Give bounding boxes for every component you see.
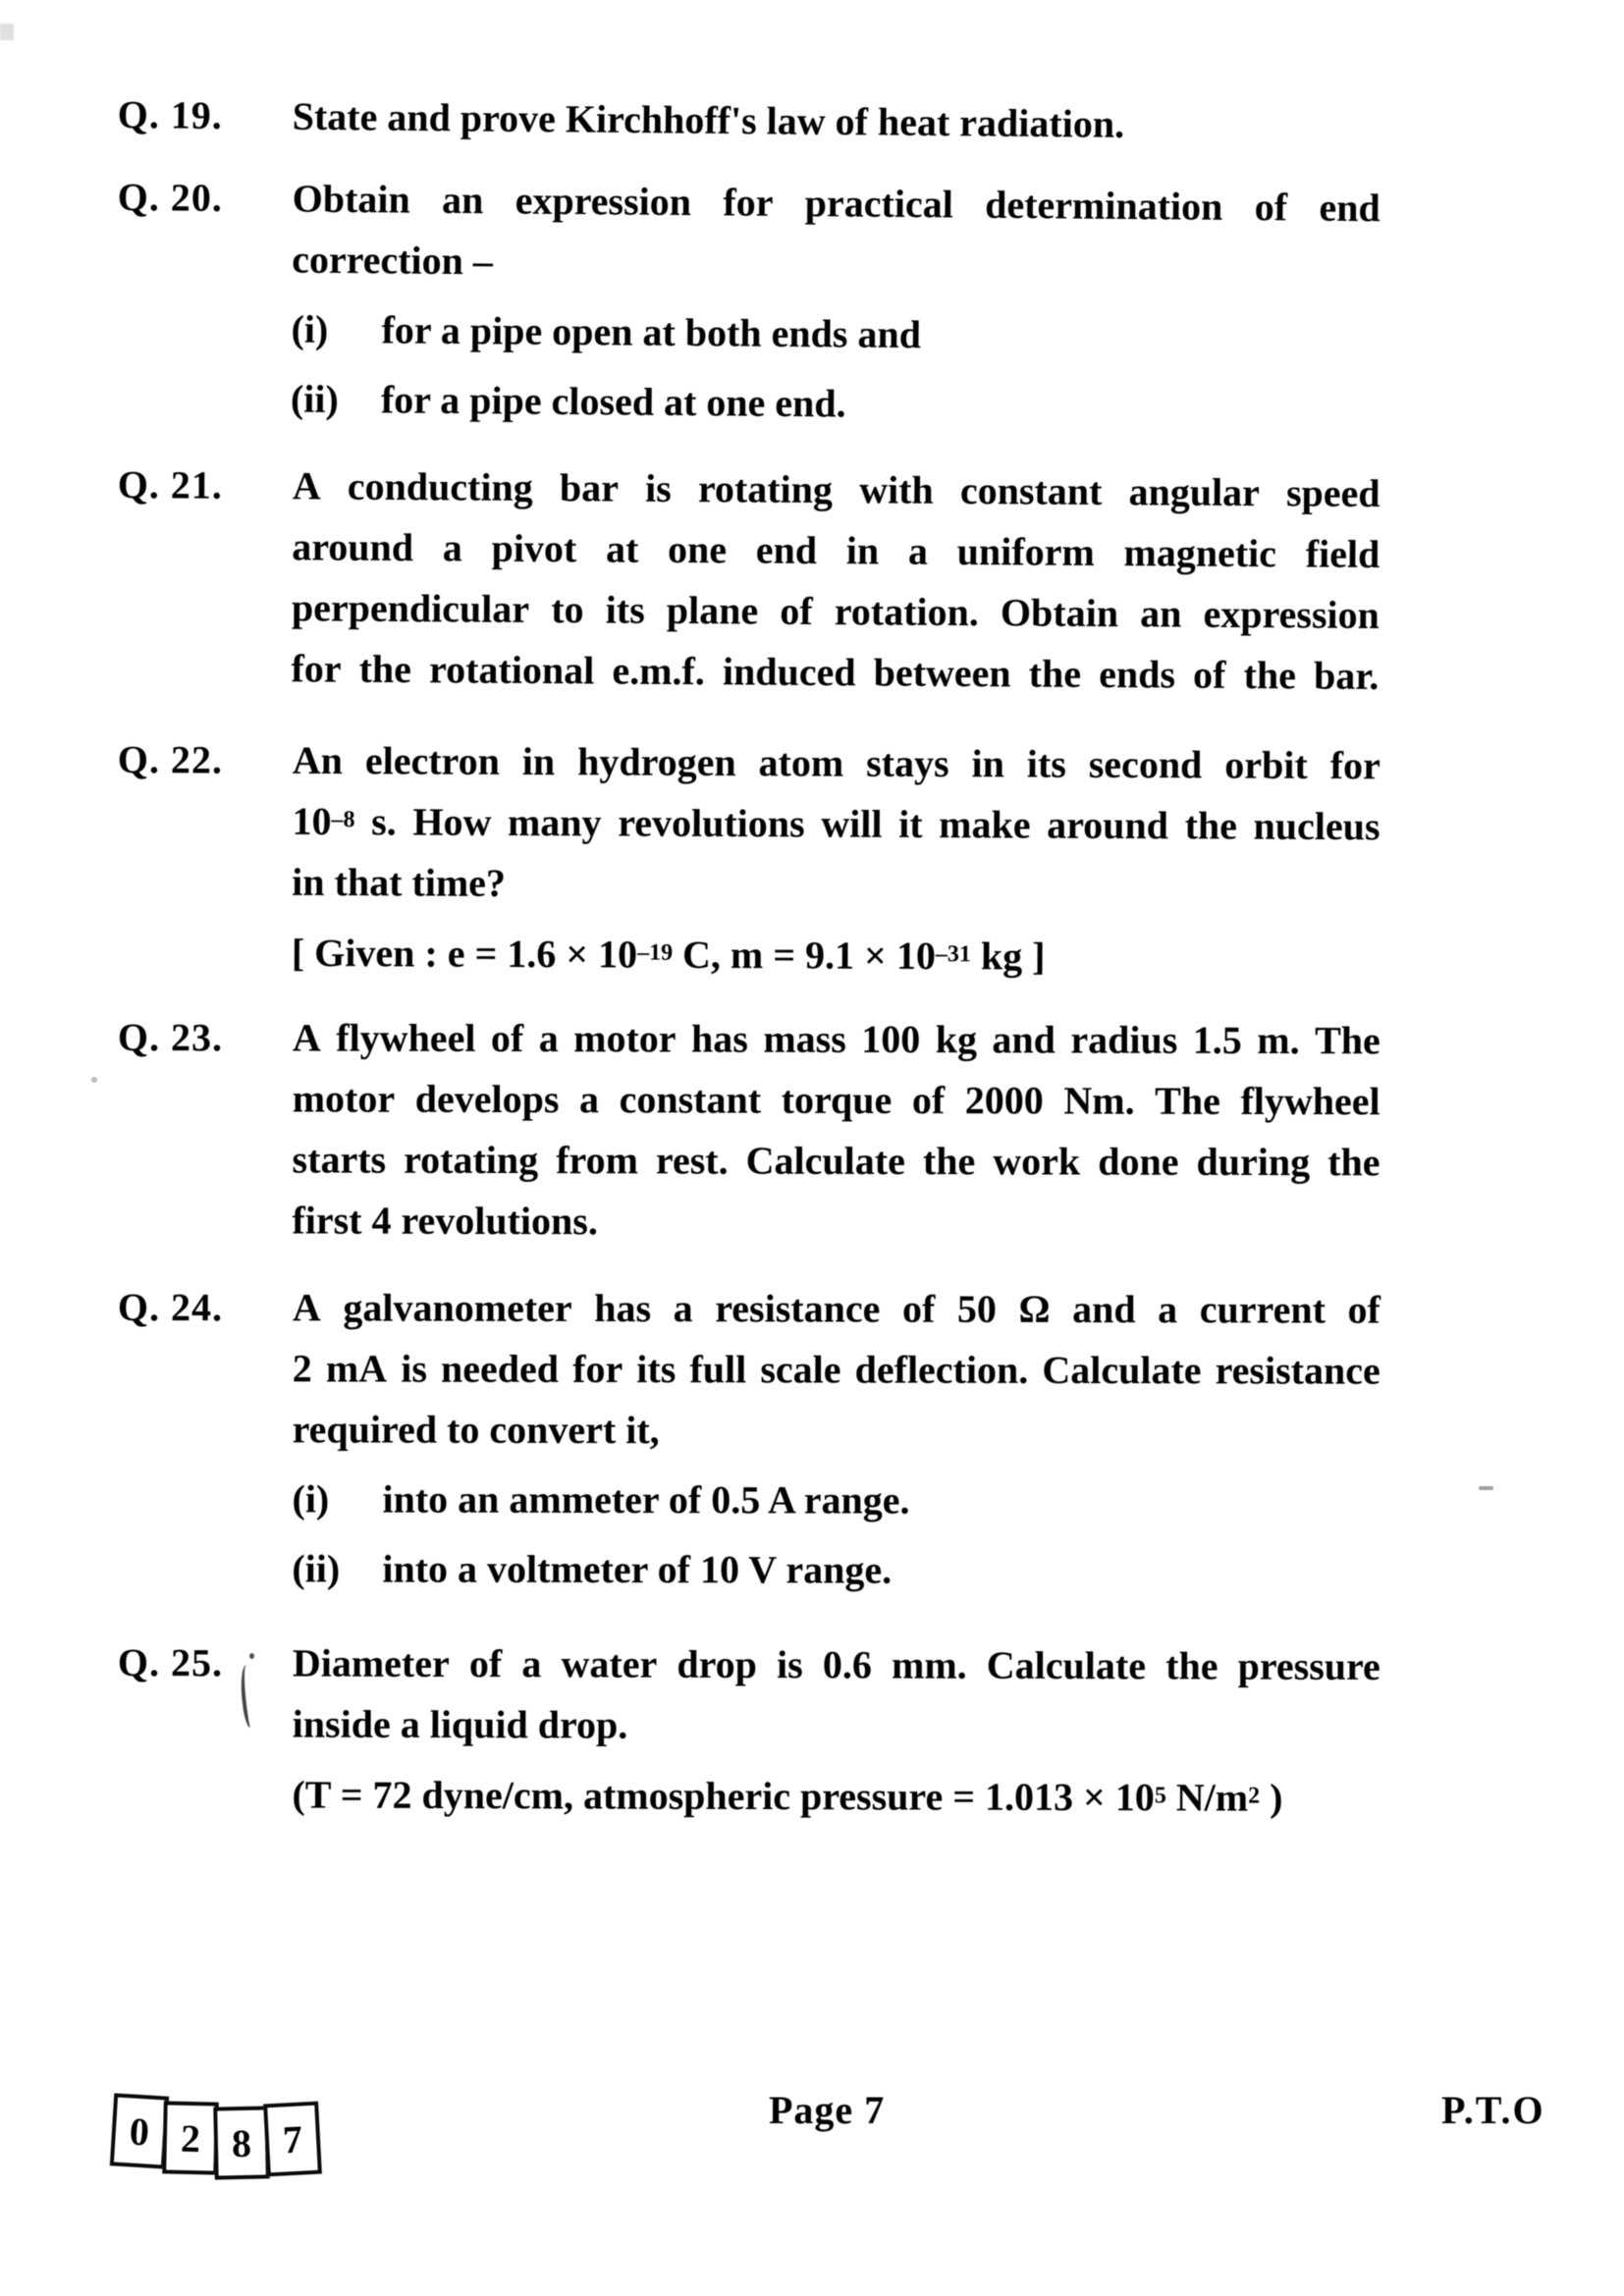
line-text: first 4 revolutions.: [292, 1198, 598, 1244]
scan-ink-artifact: [238, 1664, 259, 1728]
line-text: starts rotating from rest. Calculate the work done during the: [292, 1137, 1380, 1185]
line-text: for a pipe closed at one end.: [380, 377, 846, 426]
question-line: [292, 923, 1380, 988]
page-code-boxes: [112, 2095, 320, 2179]
question-body: [292, 730, 1380, 988]
question-number: Q. 20.: [117, 174, 224, 220]
line-text: Diameter of a water drop is 0.6 mm. Calculate the pressure: [292, 1640, 1380, 1689]
list-item-marker: (i): [291, 306, 329, 351]
question-block: [0, 1277, 1624, 1592]
question-body: [291, 455, 1380, 707]
line-text: $10^{-8}$ s. How many revolutions will it make around the nucleus: [292, 798, 1380, 849]
list-item-marker: (ii): [290, 376, 340, 421]
code-digit-box: 8: [213, 2106, 270, 2179]
question-line: [291, 369, 1379, 440]
scan-ink-dot-artifact: [249, 1653, 254, 1659]
line-text: State and prove Kirchhoff's law of heat radiation.: [292, 93, 1125, 146]
line-text: An electron in hydrogen atom stays in its second orbit for: [292, 737, 1380, 788]
scan-dash-artifact: [1479, 1486, 1493, 1490]
question-line: [293, 1399, 1380, 1462]
question-line: [292, 1765, 1380, 1829]
question-block: [0, 1007, 1624, 1244]
question-line: [291, 638, 1379, 707]
question-number: Q. 25.: [117, 1640, 224, 1685]
question-line: [292, 516, 1380, 585]
question-block: [0, 83, 1624, 146]
line-text: 2 mA is needed for its full scale deflection. Calculate resistance: [292, 1346, 1380, 1393]
question-body: [292, 86, 1380, 158]
question-body: [292, 1007, 1380, 1254]
line-text: required to convert it,: [292, 1407, 660, 1453]
question-line: [292, 1468, 1380, 1531]
list-item-marker: (i): [292, 1476, 330, 1522]
question-body: [292, 1633, 1380, 1829]
question-line: [292, 86, 1380, 158]
line-text: for the rotational e.m.f. induced between the ends of the bar.: [291, 646, 1380, 698]
question-line: [292, 577, 1380, 646]
line-text: into a voltmeter of 10 V range.: [382, 1546, 893, 1592]
line-text: A conducting bar is rotating with constant angular speed: [292, 463, 1380, 515]
line-text: (T = 72 dyne/cm, atmospheric pressure = $1.013 \times 10^5$ $N/m^2$ ): [292, 1772, 1283, 1820]
question-number: Q. 22.: [117, 736, 224, 782]
question-block: [0, 166, 1624, 426]
question-line: [293, 455, 1380, 524]
question-number: Q. 19.: [117, 91, 224, 138]
code-digit-box: 2: [162, 2101, 219, 2174]
line-text: into an ammeter of 0.5 A range.: [382, 1476, 910, 1522]
line-text: correction –: [291, 237, 494, 284]
list-item-marker: (ii): [292, 1546, 341, 1591]
question-line: [293, 1129, 1380, 1193]
line-text: around a pivot at one end in a uniform magnetic field: [292, 524, 1380, 576]
question-line: [292, 1538, 1380, 1601]
question-line: [292, 1190, 1380, 1254]
scan-dot-artifact: [91, 1077, 97, 1083]
line-text: motor develops a constant torque of 2000 Nm. The flywheel: [292, 1076, 1380, 1124]
line-text: A galvanometer has a resistance of 50 Ω and a current of: [292, 1285, 1380, 1332]
question-line: [292, 169, 1380, 240]
page-number: Page 7: [769, 2088, 886, 2132]
line-text: in that time?: [292, 859, 507, 905]
question-line: [293, 1694, 1380, 1758]
line-text: [ Given : $e = 1.6 \times 10^{-19}$ C, $m = 9.1 \times 10^{-31}$ kg ]: [291, 930, 1046, 979]
question-line: [292, 791, 1380, 857]
question-line: [292, 852, 1380, 918]
line-text: inside a liquid drop.: [292, 1701, 628, 1747]
question-line: [293, 1633, 1380, 1697]
question-line: [291, 299, 1379, 370]
question-line: [292, 230, 1380, 300]
question-block: [0, 728, 1624, 979]
question-line: [293, 1068, 1380, 1132]
question-number: Q. 21.: [117, 461, 224, 507]
question-line: [293, 1338, 1380, 1401]
question-number: Q. 24.: [117, 1285, 224, 1330]
question-line: [293, 1277, 1380, 1340]
question-line: [293, 1007, 1380, 1071]
line-text: perpendicular to its plane of rotation. Obtain an expression: [291, 585, 1380, 637]
line-text: for a pipe open at both ends and: [381, 307, 922, 357]
question-number: Q. 23.: [117, 1015, 224, 1060]
code-digit-box: 0: [110, 2093, 169, 2168]
question-body: [291, 169, 1380, 440]
question-body: [292, 1277, 1380, 1601]
pto-label: P.T.O: [1441, 2088, 1545, 2132]
line-text: Obtain an expression for practical determination of end: [292, 176, 1380, 231]
question-line: [293, 730, 1380, 796]
question-block: [0, 1632, 1624, 1820]
scan-smudge-artifact: [0, 24, 14, 40]
question-block: [0, 454, 1624, 698]
line-text: A flywheel of a motor has mass 100 kg and radius 1.5 m. The: [292, 1015, 1380, 1063]
code-digit-box: 7: [263, 2102, 322, 2177]
